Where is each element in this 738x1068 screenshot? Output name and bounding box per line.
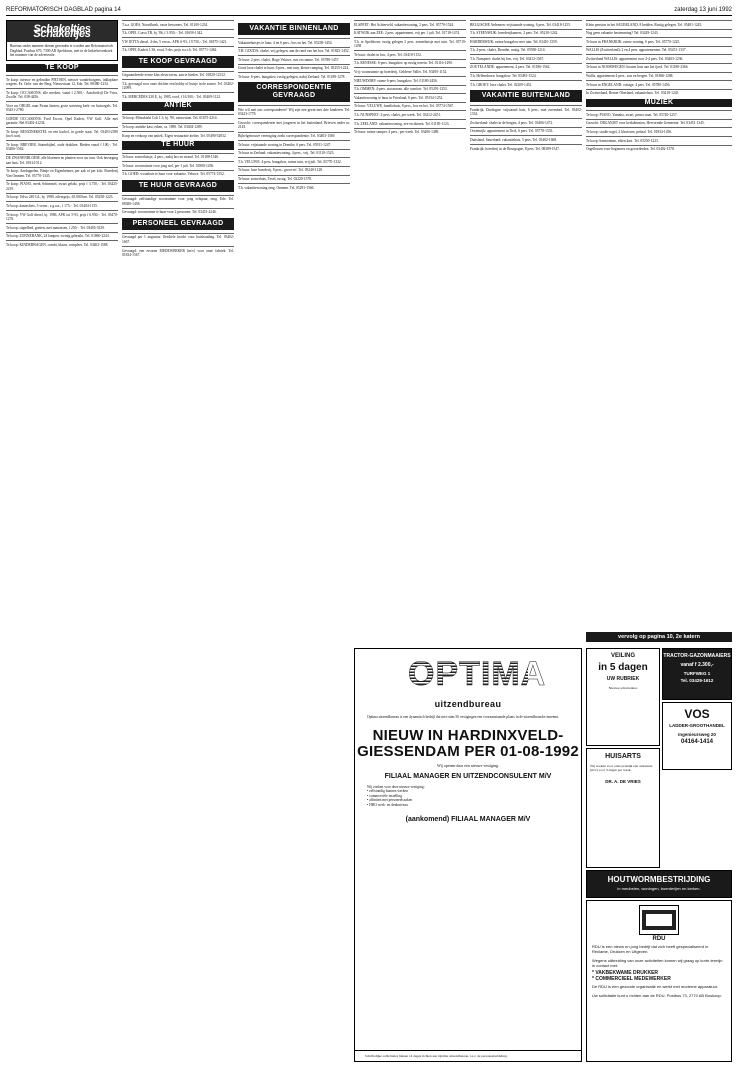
rdu-bullet-1-label: VAKBEKWAME DRUKKER — [595, 970, 659, 976]
classified-ad: Te koop: stapelbed, grenen, met matrassen, f 250,-. Tel. 03405-3329. — [6, 223, 118, 230]
classified-ad: T.k. OPEL Corsa TR, bj. '86, f 3.950,-. Tel. 01650-1342. — [122, 29, 234, 36]
optima-intro: Optima uitzendbureau is een dynamisch bedrijf dat met ruim 50 vestigingen een vooraanstaande plaats in de uitzendbranche inneemt. — [367, 715, 560, 719]
optima-footer: Schriftelijke sollicitaties binnen 14 dagen richten aan Optima uitzendbureau, t.a.v. de personeelsafdeling. — [355, 1050, 581, 1061]
classified-ad: T.H. GOUDA: chalet, vrij gelegen, aan de rand van het bos. Tel. 01823-1452. — [238, 47, 350, 54]
classified-ad: Te koop: studie-orgel, 2 klavieren, pedaal. Tel. 01834-1456. — [586, 127, 732, 134]
classified-ad: T.h. OMMEN: 4-pers. stacaravan, alle comfort. Tel. 05291-1253. — [354, 85, 466, 92]
classified-ad: Orgellessen voor beginners en gevorderden. Tel. 03402-1578. — [586, 145, 732, 152]
classified-ad: Te koop: Volvo 240 GL, bj. 1989, zilvergrijs, 65.000 km. Tel. 05258-1223. — [6, 193, 118, 200]
huisarts-name: DR. A. DE VRIES — [605, 778, 641, 784]
column-2-items-a — [122, 20, 234, 53]
classified-ad: Te huur: VELUWE, familiehuis, 8 pers., bos en hei. Tel. 05774-1567. — [354, 102, 466, 109]
classified-ad: ELSPEET: Het Achterveld, vakantiewoning, 2 pers. Tel. 05770-1524. — [354, 20, 466, 27]
classified-ad: Frankrijk: boerderij in de Bourgogne, 8 pers. Tel. 08389-1547. — [470, 144, 582, 151]
rdu-logo-graphic — [640, 906, 678, 934]
classified-ad: T.h. STEENWIJK: boerderijkamers, 2 pers. Tel. 05210-1242. — [470, 29, 582, 36]
classified-ad: T.h. NUNSPEET: 2-pers. chalet, per week. Tel. 03412-2451. — [354, 110, 466, 117]
optima-headline: NIEUW IN HARDINXVELD-GIESSENDAM PER 01-08-1992 — [357, 726, 579, 760]
logo-subtitle: Bureaus onder nummer dienen gezonden te worden aan Reformatorisch Dagblad, Postbus 670, 7300 AR Apeldoorn, met in de linkerbovenhoek het nummer van de advertentie. — [10, 44, 114, 57]
classified-ad: In Zwitserland, Berner Oberland, vakantiehuis. Tel. 03418-1245. — [586, 89, 732, 96]
huisarts-title: HUISARTS — [605, 753, 641, 760]
classified-ad: T.h. ZEELAND: vakantiewoning, zee en duinen. Tel. 01185-1123. — [354, 119, 466, 126]
column-3-items-b — [238, 105, 350, 138]
section-correspondentie: CORRESPONDENTIE GEVRAAGD — [238, 82, 350, 102]
classified-ad: ZOUTELANDE: appartement, 4 pers. Tel. 01186-1562. — [470, 63, 582, 70]
column-3 — [238, 20, 350, 1060]
tractor-price: vanaf f 2.300,- — [680, 662, 714, 668]
rdu-bullet-2-label: COMMERCIEEL MEDEWERKER — [595, 976, 671, 982]
huisarts-text: Wij zoeken voor onze praktijk een assistente (m/v) voor 3 dagen per week. — [590, 764, 653, 773]
masthead-left: REFORMATORISCH DAGBLAD pagina 14 — [6, 6, 121, 13]
section-te-huur: TE HUUR — [122, 141, 234, 150]
classified-ad: WALLIS (Zwitserland): 2 en 4 pers. appartementen. Tel. 05451-1337. — [586, 46, 732, 53]
classified-ad: Te huur: zomerhuisje, 4 pers., nabij bos en strand. Tel. 01188-1546. — [122, 153, 234, 160]
column-2 — [122, 20, 234, 1060]
rdu-text-3: De RDU is een gezonde organisatie en werkt met moderne apparatuur. — [592, 984, 719, 989]
rdu-advertisement — [586, 900, 732, 1062]
classified-ad: Bijbelgetrouwe vereniging zoekt correspondentie. Tel. 03403-1569. — [238, 132, 350, 139]
tractor-advertisement — [662, 648, 732, 700]
requirement-item: • commerciële instelling — [367, 794, 569, 799]
optima-requirements — [367, 789, 569, 807]
classified-ad: Te koop: ZONNEBANK, 24 lampen, weinig gebruikt. Tel. 01860-2244. — [6, 232, 118, 239]
classified-ad: Koop en verkoop van antiek. Eigen restauratie atelier. Tel. 05490-52832. — [122, 131, 234, 138]
rdu-logo — [639, 905, 679, 935]
classified-ad: Te koop: BREVIER, Statenbijbel, oude drukken. Bieden vanaf f 100,-. Tel. 03406-1562. — [6, 140, 118, 152]
classified-ad: GOEDE OCCASIONS: Ford Escort, Opel Kadett, VW Golf. Alle met garantie. Bel 03402-41234. — [6, 114, 118, 126]
column-1-items — [6, 75, 118, 247]
classified-ad: BELGISCHE Ardennen: vrijstaande woning, 6 pers. Tel. 03418-1255. — [470, 20, 582, 27]
classified-ad: Vakantiehuisjes te huur, 4 en 6 pers., bos en hei. Tel. 05258-1454. — [238, 38, 350, 45]
classified-ad: Te koop: PIANO, merk Schimmel, zwart gelakt, prijs f 3.750,-. Tel. 03425-2219. — [6, 180, 118, 192]
section-te-huur-gevraagd: TE HUUR GEVRAAGD — [122, 180, 234, 192]
column-2-items-d — [122, 153, 234, 177]
classified-ad: Te koop: harmonium, eiken kast. Tel. 05250-1223. — [586, 136, 732, 143]
classified-ad: Wie wil met ons corresponderen? Wij zijn een gezin met drie kinderen. Tel. 03423-1778. — [238, 105, 350, 117]
classified-ad: Te koop: PIANO, Yamaha, zwart, prima staat. Tel. 05740-1257. — [586, 110, 732, 117]
tractor-address: TURFWEG 1 — [683, 671, 711, 676]
classified-ad: Te huur: zomerhuis, Texel, rustig. Tel. 02220-1578. — [238, 175, 350, 182]
column-2-items-c — [122, 114, 234, 138]
section-antiek: ANTIEK — [122, 102, 234, 111]
section-personeel-gevraagd: PERSONEEL GEVRAAGD — [122, 218, 234, 230]
auction-advertisement — [586, 648, 660, 746]
huisarts-advertisement — [586, 748, 660, 868]
classified-ad: Gevraagd: een ervaren MEDEWERKER (m/v) voor onze fabriek. Tel. 01834-1567. — [122, 246, 234, 258]
classified-ad: Te koop: damesfiets, 3 versn., z.g.a.n., f 175,-. Tel. 03404-1155. — [6, 201, 118, 208]
page — [6, 20, 732, 1064]
column-3-items-c — [238, 140, 350, 190]
column-2-items-e — [122, 195, 234, 215]
vos-advertisement — [662, 702, 732, 770]
optima-position: FILIAAL MANAGER EN UITZENDCONSULENT M/V — [384, 772, 552, 780]
classified-ad: Te koop: Mitsubishi Colt 1.3, bj. '90, nieuwstaat. Tel. 01675-2214. — [122, 114, 234, 121]
section-te-koop-gevraagd: TE KOOP GEVRAAGD — [122, 56, 234, 68]
classified-ad: HARDERWIJK: ruime bungalow met tuin. Tel. 03410-1559. — [470, 37, 582, 44]
classified-ad: Te huur in FRANKRIJK: ruime woning, 6 pers. Tel. 05770-1225. — [586, 37, 732, 44]
rdu-name: RDU — [652, 936, 666, 942]
column-2-items-b — [122, 71, 234, 100]
classified-ad: Te koop: KINDERWAGEN, combi, blauw, compleet. Tel. 03402-1588. — [6, 240, 118, 247]
logo-title: Schakeltjes Schakeltjes — [7, 21, 117, 42]
column-1 — [6, 20, 118, 1060]
rdu-bullet-2: * COMMERCIEEL MEDEWERKER — [592, 976, 671, 982]
classified-ad: Te koop: nieuwe en gebruikte PIETSEN, nieuwe wandelwagens, inklapbare wagens. Fa. Gebr. van der Berg, Nieuwstraat 12, Ede. Tel. 08380-1234. — [6, 75, 118, 87]
section-te-koop: TE KOOP — [6, 64, 118, 73]
classified-ad: Gegarandeerde eerste klas electriciens, aan te bieden. Tel. 01820-12312. — [122, 71, 234, 78]
classified-ad: Wallis, appartement 4 pers., zon en bergen. Tel. 01866-1288. — [586, 72, 732, 79]
classified-ad: T.a.a. GOES, Noordhoek, vaste bewoners. Tel. 01100-1234. — [122, 20, 234, 27]
classified-ad: DE ZWANENBLOEM: alle bloemen en planten voor uw tuin. Ook bezorging aan huis. Tel. 01814-512. — [6, 154, 118, 166]
classified-ad: Te huur: vrijstaande woning in Drenthe, 6 pers. Tel. 05911-1247. — [238, 140, 350, 147]
classified-ad: Te huur in ENGELAND: cottage, 4 pers. Tel. 05780-1456. — [586, 80, 732, 87]
optima-body-intro: Wij zoeken voor deze nieuwe vestiging: — [367, 784, 425, 789]
masthead — [6, 4, 732, 16]
schakeltjes-logo — [6, 20, 118, 61]
column-4-items — [354, 20, 466, 135]
masthead-right: zaterdag 13 juni 1992 — [674, 6, 732, 13]
classified-ad: T.k. OPEL Kadett 1.3S, rood, 5-drs, prijs n.o.t.k. Tel. 05771-1462. — [122, 46, 234, 53]
classified-ad: Te koop: BENZINEKETEL en een kachel, in goede staat. Tel. 03403-2390 (na 6 uur). — [6, 127, 118, 139]
classified-ad: Duitsland, Sauerland: vakantiehuis, 5 pers. Tel. 03402-1668. — [470, 135, 582, 142]
classified-ad: Gevraagd: woonruimte te huur voor 2 personen. Tel. 03451-2246. — [122, 208, 234, 215]
classified-ad: Groot luxe chalet te huur, 6 pers., met tuin, kleine camping. Tel. 05255-1224. — [238, 64, 350, 71]
column-3-items-a — [238, 38, 350, 79]
section-vakantie-buitenland: VAKANTIE BUITENLAND — [470, 90, 582, 102]
optima-subheadline: Wij openen daar een nieuwe vestiging. — [436, 762, 500, 768]
classified-ad: Gevraagd: zelfstandige woonruimte voor jong echtpaar, omg. Ede. Tel. 08380-1458. — [122, 195, 234, 207]
classified-ad: Klein pension in het SAUERLAND. 8 bedden. Rustig gelegen. Tel. 05481-1245. — [586, 20, 732, 27]
vos-title: VOS — [684, 707, 710, 721]
requirement-item: • zelfstandig kunnen werken — [367, 789, 569, 794]
auction-line3: Nieuwe advertenties — [608, 686, 638, 690]
rdu-text: RDU is een nieuw en jong bedrijf dat zich heeft gespecialiseerd in Reclame, Drukken en Uitgeven. — [592, 944, 709, 954]
rdu-text-2: Wegens uitbreiding van onze activiteiten komen wij graag op korte termijn in contact met: — [592, 958, 723, 968]
section-muziek: MUZIEK — [586, 99, 732, 108]
classified-ad: Gezocht: ORGANIST voor kerkdiensten, Hervormde Gemeente. Tel. 03451-1345. — [586, 119, 732, 126]
classified-ad: Te huur in NOORWEGEN: houten huis aan het fjord. Tel. 01180-2366. — [586, 63, 732, 70]
classified-ad: Frankrijk, Dordogne: vrijstaand huis, 6 pers., met zwembad. Tel. 03402-1334. — [470, 105, 582, 117]
column-5-items-b — [470, 105, 582, 151]
requirement-item: • HBO werk- en denkniveau — [367, 803, 569, 808]
column-6-items-a — [586, 20, 732, 96]
optima-advertisement — [354, 648, 582, 1062]
classified-ad: Gezocht: correspondentie met jongeren in het buitenland. Brieven onder nr. 2145. — [238, 118, 350, 130]
houtworm-title: HOUTWORMBESTRIJDING — [607, 875, 711, 884]
classified-ad: Vakantiewoning te huur in Friesland, 6 pers. Tel. 05154-1252. — [354, 93, 466, 100]
optima-position-2: (aankomend) FILIAAL MANAGER M/V — [405, 816, 531, 823]
optima-subtitle: uitzendbureau — [434, 699, 502, 709]
classified-ad: T.k. GOED: woonhuis te huur voor vakantie, Veluwe. Tel. 05774-1552. — [122, 170, 234, 177]
classified-ad: Te koop: VW Golf diesel, bj. 1986, APK tot 5-93, prijs f 6.950,-. Tel. 03470-1276. — [6, 210, 118, 222]
classified-ad: Vrij: woonruimte op boerderij, Gelderse Vallei. Tel. 03495-1152. — [354, 67, 466, 74]
classified-ad: VW JETTA diesel, 4-drs, 5 versn., APK 6-93, f 9.750,-. Tel. 01875-1421. — [122, 37, 234, 44]
tractor-title: TRACTOR-GAZONMAAIERS — [663, 653, 731, 659]
classified-ad: Te koop: Aardappelen, Bintje en Eigenheimer, per zak of per kilo. Boerderij Van Ommen. Tel. 05770-1345. — [6, 167, 118, 179]
tractor-phone: Tel. 03429-1612 — [680, 678, 714, 683]
classified-ad: Gevraagd per 1 augustus: flexibele kracht voor huishouding. Tel. 03402-1667. — [122, 233, 234, 245]
requirement-item: • affiniteit met personeelszaken — [367, 798, 569, 803]
optima-logo — [408, 655, 547, 697]
classified-ad: T.h. Nunspeet: chalet bij bos, vrij. Tel. 03412-1567. — [470, 54, 582, 61]
auction-title: VEILING — [610, 653, 635, 659]
rdu-text-4: Uw sollicitatie kunt u richten aan de RDU, Postbus 73, 2770 AB Boskoop. — [592, 993, 722, 998]
column-4 — [354, 20, 466, 650]
houtworm-subtitle: in meubelen, woningen, boerderijen en kerken. — [617, 886, 701, 891]
classified-ad: Te koop: OCCASIONS, alle merken, vanaf f 2.500,-. Autobedrijf De Vries, Zwolle. Tel. 038-4456. — [6, 88, 118, 100]
classified-ad: Zwitserland WALLIS: appartement voor 2-4 pers. Tel. 03403-1236. — [586, 54, 732, 61]
classified-ad: T.h. VELUWE: 4-pers. bungalow, ruime tuin, vrij juli. Tel. 05770-1332. — [238, 157, 350, 164]
classified-ad: T.h. te Apeldoorn: rustig gelegen 2 pers. zomerhuisje met tuin. Tel. 05719-1458. — [354, 37, 466, 49]
classified-ad: Te huur in Zeeland: vakantiewoning, 4 pers., vrij. Tel. 01110-1523. — [238, 149, 350, 156]
auction-line2: UW RUBRIEK — [606, 676, 640, 682]
classified-ad: T.k. gevraagd voor onze dochter een hobby of huisje in de zomer. Tel. 03402-12099. — [122, 79, 234, 91]
optima-body — [355, 781, 581, 812]
column-2-items-f — [122, 233, 234, 258]
houtworm-advertisement — [586, 870, 732, 898]
classified-ad: Te huur: chalet in bos, 4 pers. Tel. 03418-1152. — [354, 50, 466, 57]
vos-phone: 04164-1414 — [680, 738, 714, 745]
classified-ad: NIEUWDORP: ruime 6-pers. bungalow. Tel. 01180-2456. — [354, 76, 466, 83]
classified-ad: Voor uw ORGEL naar Firma Jansen, grote sortering kerk- en huisorgels. Tel. 03451-2780. — [6, 101, 118, 113]
classified-ad: Te huur: luxe boerderij, 8 pers., groot erf. Tel. 05240-1128. — [238, 166, 350, 173]
vervolg-banner: vervolg op pagina 10, 2e katern — [586, 632, 732, 642]
classified-ad: Oostenrijk: appartement in Tirol, 6 pers. Tel. 05778-1533. — [470, 127, 582, 134]
classified-ad: T.h. vakantiewoning omg. Ommen. Tel. 05291-1566. — [238, 183, 350, 190]
classified-ad: T.h. GROET: luxe chalet. Tel. 02209-1452. — [470, 80, 582, 87]
classified-ad: Nog geen vakantie bestemming? Tel. 03429-1243. — [586, 29, 732, 36]
classified-ad: Te huur: 2 pers. chalet, Hoge Veluwe, rust en ruimte. Tel. 05788-1457. — [238, 55, 350, 62]
classified-ad: Te koop: antieke kast, eiken, ca. 1890. Tel. 03404-1289. — [122, 123, 234, 130]
column-5 — [470, 20, 582, 650]
section-vakantie-binnenland: VAKANTIE BINNENLAND — [238, 23, 350, 35]
classified-ad: T.h. Hellendoorn: bungalow. Tel. 05481-1524. — [470, 72, 582, 79]
classified-ad: Te huur: 6-pers. bungalow, rustig gelegen, nabij Zeeland. Tel. 01189-1278. — [238, 72, 350, 79]
classified-ad: KATWIJK aan ZEE: 2 pers. appartement, vrij per 1 juli. Tel. 01718-1474. — [354, 29, 466, 36]
classified-ad: Te huur: woonruimte voor jong stel, per 1 juli. Tel. 01800-1456. — [122, 161, 234, 168]
auction-line1: in 5 dagen — [598, 662, 648, 673]
classified-ad: T.h. 4-pers. chalet, Drenthe, rustig. Tel. 05930-1214. — [470, 46, 582, 53]
vos-subtitle: LADDER-GROOTHANDEL — [669, 723, 725, 728]
rdu-bullet-1: * VAKBEKWAME DRUKKER — [592, 970, 659, 976]
vos-address: Ingenieursweg 20 — [678, 731, 716, 737]
column-6 — [586, 20, 732, 628]
column-6-items-b — [586, 110, 732, 151]
classified-ad: T.h. RENESSE: 6-pers. bungalow op rustig terrein. Tel. 01116-1290. — [354, 59, 466, 66]
classified-ad: T.k. MERCEDES 230 E, bj. 1985, rood, f 16.500,-. Tel. 03409-1122. — [122, 92, 234, 99]
classified-ad: Zwitserland: chalet in de bergen, 4 pers. Tel. 03406-1472. — [470, 118, 582, 125]
optima-logo-text: OPTIMA — [408, 655, 547, 693]
classified-ad: Te huur: ruime camper, 4 pers., per week. Tel. 03406-1489. — [354, 128, 466, 135]
column-5-items-a — [470, 20, 582, 87]
